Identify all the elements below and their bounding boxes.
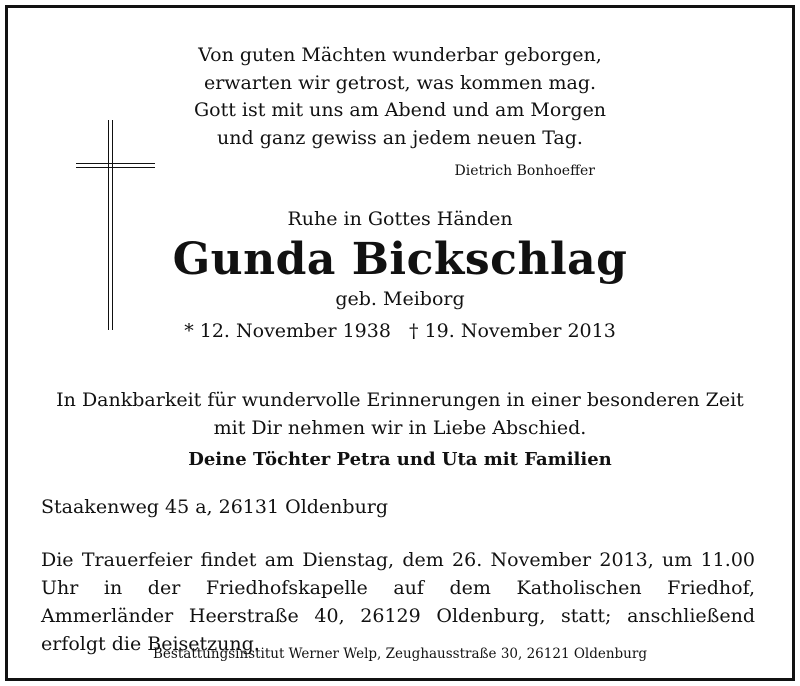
poem-author: Dietrich Bonhoeffer [454,163,595,179]
notice-intro: Ruhe in Gottes Händen [287,208,513,230]
poem-line: erwarten wir getrost, was kommen mag. [203,71,597,94]
deceased-name: Gunda Bickschlag [172,234,628,285]
gratitude-text [8,386,792,442]
maiden-name: geb. Meiborg [335,288,465,310]
poem-line: und ganz gewiss an jedem neuen Tag. [217,126,583,149]
life-dates: * 12. November 1938 † 19. November 2013 [184,320,616,342]
signed-by: Deine Töchter Petra und Uta mit Familien [188,449,612,470]
obituary-frame [5,5,795,681]
service-details: Die Trauerfeier findet am Dienstag, dem 26. November 2013, um 11.00 Uhr in der Friedhofskapelle auf dem Katholischen Friedhof, Ammerländer Heerstraße 40, 26129 Oldenburg, statt; anschließend erfolgt die Beisetzung. [41,549,755,655]
address: Staakenweg 45 a, 26131 Oldenburg [41,496,389,518]
gratitude-line: In Dankbarkeit für wundervolle Erinnerungen in einer besonderen Zeit [56,389,744,411]
funeral-home: Bestattungsinstitut Werner Welp, Zeughausstraße 30, 26121 Oldenburg [153,646,647,662]
poem-line: Gott ist mit uns am Abend und am Morgen [193,99,607,121]
gratitude-line: mit Dir nehmen wir in Liebe Abschied. [213,417,587,439]
poem-line: Von guten Mächten wunderbar geborgen, [198,44,602,66]
